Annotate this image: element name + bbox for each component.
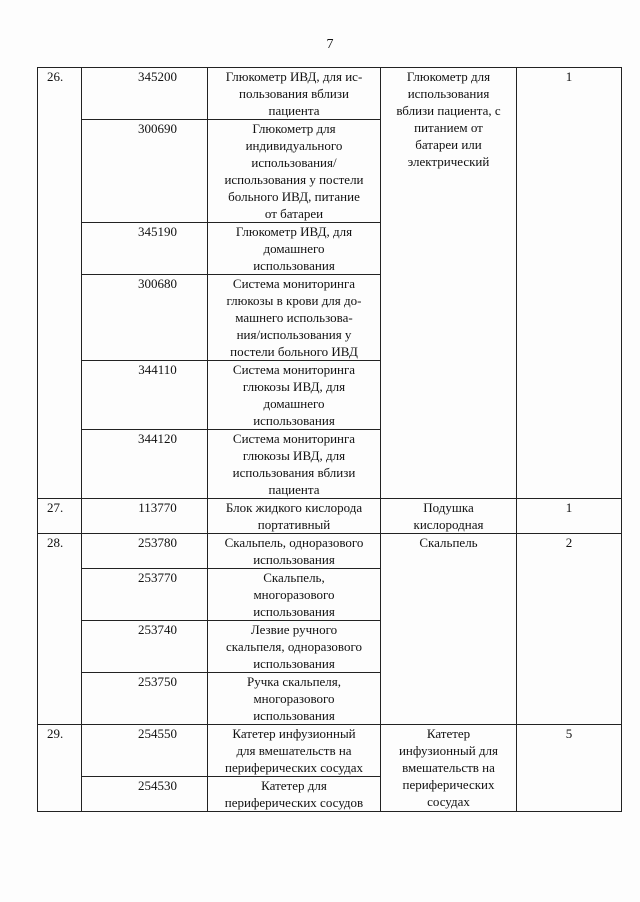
- item-code-cell: [82, 673, 208, 725]
- item-code: 344110: [138, 362, 177, 377]
- item-code-cell: [82, 725, 208, 777]
- item-code: 253740: [138, 622, 177, 637]
- row-number: 28.: [38, 534, 82, 725]
- group-name-line: инфузионный для: [398, 743, 499, 758]
- item-code-cell: [82, 275, 208, 361]
- item-name: [208, 777, 381, 812]
- item-name-line: домашнего: [263, 396, 325, 411]
- group-name-line: электрический: [407, 154, 490, 169]
- item-code-cell: [82, 120, 208, 223]
- item-code: 254530: [138, 778, 177, 793]
- item-code-cell: [82, 361, 208, 430]
- item-name-line: от батареи: [264, 206, 324, 221]
- item-name-line: пациента: [268, 103, 320, 118]
- group-name-line: вмешательств на: [402, 760, 495, 775]
- item-name-line: периферических сосудах: [224, 760, 364, 775]
- item-name-line: использования: [253, 258, 335, 273]
- item-name-line: Глюкометр для: [252, 121, 336, 136]
- group-name: [381, 68, 517, 499]
- item-code: 254550: [138, 726, 177, 741]
- group-name-line: использования: [407, 86, 490, 101]
- group-name-line: периферических: [402, 777, 495, 792]
- item-name-line: многоразового: [253, 691, 335, 706]
- item-name-line: глюкозы в крови для до-: [226, 293, 362, 308]
- quantity: 1: [517, 68, 622, 499]
- item-name: [208, 534, 381, 569]
- item-code-cell: [82, 777, 208, 812]
- item-name: [208, 223, 381, 275]
- item-name-line: использования: [253, 708, 335, 723]
- item-name-line: Система мониторинга: [232, 276, 356, 291]
- group-name-line: Катетер: [426, 726, 471, 741]
- item-name-line: больного ИВД, питание: [228, 189, 360, 204]
- item-name-line: периферических сосудов: [224, 795, 364, 810]
- item-code: 113770: [138, 500, 177, 515]
- item-name-line: Блок жидкого кислорода: [225, 500, 363, 515]
- group-name: [381, 499, 517, 534]
- item-name-line: использования: [253, 413, 335, 428]
- table-row: [38, 534, 622, 569]
- item-name-line: постели больного ИВД: [230, 344, 358, 359]
- item-name-line: использования: [253, 552, 335, 567]
- group-name-line: батареи или: [415, 137, 482, 152]
- row-number: 29.: [38, 725, 82, 812]
- item-name-line: Глюкометр ИВД, для ис-: [225, 69, 363, 84]
- item-name-line: использования у постели: [224, 172, 364, 187]
- item-name-line: портативный: [257, 517, 331, 532]
- item-name: [208, 275, 381, 361]
- item-name-line: использования вблизи: [232, 465, 356, 480]
- item-code-cell: [82, 534, 208, 569]
- group-name-line: Подушка: [423, 500, 474, 515]
- item-name-line: Лезвие ручного: [250, 622, 338, 637]
- item-name-line: Скальпель,: [263, 570, 325, 585]
- item-name-line: использования: [253, 604, 335, 619]
- item-name-line: многоразового: [253, 587, 335, 602]
- item-code: 345200: [138, 69, 177, 84]
- item-code-cell: [82, 499, 208, 534]
- quantity: 2: [517, 534, 622, 725]
- item-name-line: глюкозы ИВД, для: [242, 448, 346, 463]
- item-code: 253780: [138, 535, 177, 550]
- item-name-line: ния/использования у: [236, 327, 352, 342]
- item-name: [208, 120, 381, 223]
- table-row: [38, 499, 622, 534]
- item-name-line: индивидуального: [245, 138, 343, 153]
- table-row: [38, 68, 622, 120]
- item-code: 253770: [138, 570, 177, 585]
- item-name-line: Система мониторинга: [232, 362, 356, 377]
- group-name: [381, 534, 517, 725]
- item-name: [208, 569, 381, 621]
- item-name-line: домашнего: [263, 241, 325, 256]
- item-name-line: Глюкометр ИВД, для: [235, 224, 353, 239]
- item-name-line: пользования вблизи: [239, 86, 349, 101]
- item-name-line: использования: [253, 656, 335, 671]
- item-name-line: пациента: [268, 482, 320, 497]
- item-name: [208, 673, 381, 725]
- quantity: 1: [517, 499, 622, 534]
- group-name-line: Глюкометр для: [406, 69, 491, 84]
- item-code: 253750: [138, 674, 177, 689]
- item-code-cell: [82, 223, 208, 275]
- item-name-line: глюкозы ИВД, для: [242, 379, 346, 394]
- item-name-line: Катетер для: [261, 778, 327, 793]
- group-name-line: Скальпель: [419, 535, 478, 550]
- item-name: [208, 499, 381, 534]
- item-name-line: Катетер инфузионный: [232, 726, 356, 741]
- quantity: 5: [517, 725, 622, 812]
- group-name-line: вблизи пациента, с: [396, 103, 501, 118]
- item-code: 300690: [138, 121, 177, 136]
- item-name-line: Система мониторинга: [232, 431, 356, 446]
- page-number: 7: [326, 37, 334, 52]
- item-code: 300680: [138, 276, 177, 291]
- group-name-line: сосудах: [427, 794, 470, 809]
- item-name: [208, 725, 381, 777]
- item-name-line: Скальпель, одноразового: [224, 535, 364, 550]
- item-name-line: скальпеля, одноразового: [226, 639, 362, 654]
- group-name-line: кислородная: [413, 517, 484, 532]
- row-number: 27.: [38, 499, 82, 534]
- item-name-line: использования/: [251, 155, 337, 170]
- item-name: [208, 68, 381, 120]
- equipment-table: [37, 67, 622, 812]
- item-code-cell: [82, 621, 208, 673]
- group-name-line: питанием от: [414, 120, 483, 135]
- item-name: [208, 621, 381, 673]
- item-name: [208, 361, 381, 430]
- item-name-line: машнего использова-: [235, 310, 353, 325]
- item-name-line: Ручка скальпеля,: [246, 674, 342, 689]
- table-row: [38, 725, 622, 777]
- item-code-cell: [82, 430, 208, 499]
- item-name-line: для вмешательств на: [236, 743, 352, 758]
- item-code: 345190: [138, 224, 177, 239]
- item-code: 344120: [138, 431, 177, 446]
- group-name: [381, 725, 517, 812]
- item-code-cell: [82, 569, 208, 621]
- item-code-cell: [82, 68, 208, 120]
- equipment-table-body: [38, 68, 622, 812]
- row-number: 26.: [38, 68, 82, 499]
- item-name: [208, 430, 381, 499]
